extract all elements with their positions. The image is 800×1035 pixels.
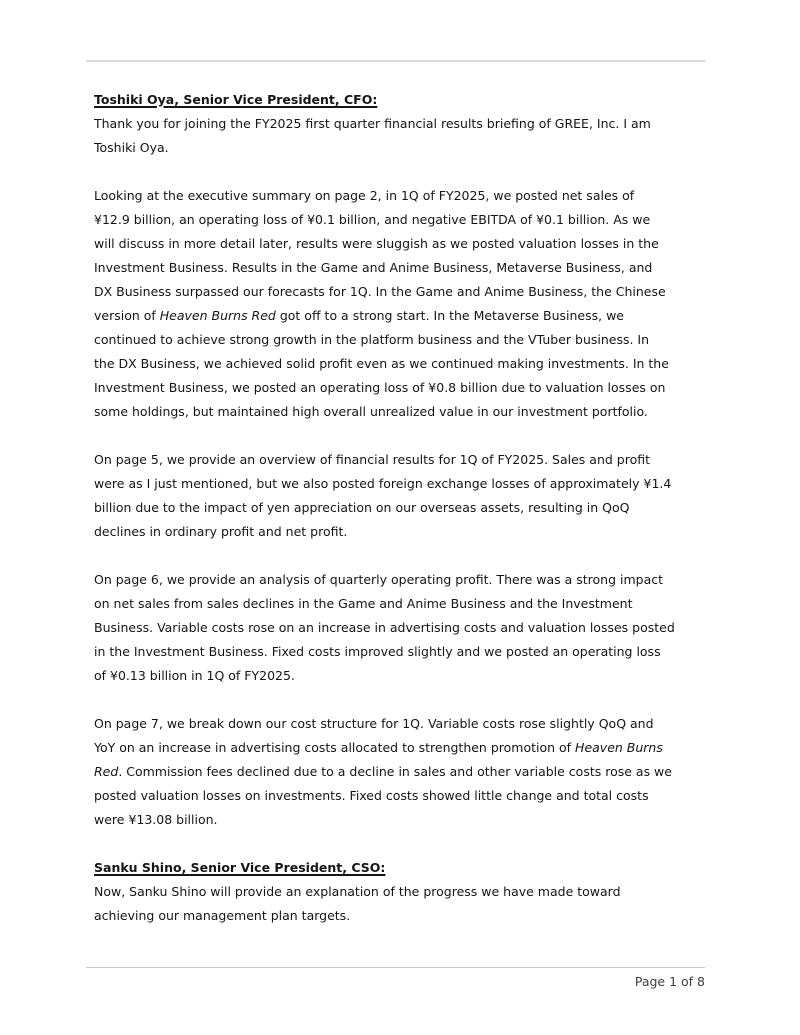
text-line	[94, 712, 705, 736]
text-run: got off to a strong start. In the Metaverse Business, we	[275, 308, 625, 323]
text-run: billion due to the impact of yen appreciation on our overseas assets, resulting in QoQ	[94, 500, 630, 515]
text-line	[94, 88, 705, 112]
text-line	[94, 736, 705, 760]
text-run: on net sales from sales declines in the Game and Anime Business and the Investment	[94, 596, 633, 611]
text-run: YoY on an increase in advertising costs allocated to strengthen promotion of	[94, 740, 576, 755]
text-run: version of	[94, 308, 160, 323]
text-line	[94, 328, 705, 352]
text-run: DX Business surpassed our forecasts for 1Q. In the Game and Anime Business, the Chinese	[94, 284, 666, 299]
text-run: some holdings, but maintained high overall unrealized value in our investment portfolio.	[94, 404, 648, 419]
text-line	[94, 352, 705, 376]
text-run: of ¥0.13 billion in 1Q of FY2025.	[94, 668, 295, 683]
text-line	[94, 280, 705, 304]
text-line	[94, 448, 705, 472]
text-line	[94, 472, 705, 496]
paragraph	[94, 112, 705, 160]
text-run: achieving our management plan targets.	[94, 908, 351, 923]
text-line	[94, 496, 705, 520]
document-body	[94, 88, 705, 952]
text-run: the DX Business, we achieved solid profit even as we continued making investments. In the	[94, 356, 669, 371]
italic-game-title: Red	[94, 764, 119, 779]
text-line	[94, 664, 705, 688]
paragraph	[94, 712, 705, 832]
text-run: Sanku Shino, Senior Vice President, CSO:	[94, 860, 386, 875]
text-line	[94, 400, 705, 424]
speaker-heading	[94, 856, 705, 880]
text-line	[94, 760, 705, 784]
speaker-heading	[94, 88, 705, 112]
text-line	[94, 112, 705, 136]
text-run: On page 5, we provide an overview of financial results for 1Q of FY2025. Sales and profit	[94, 452, 651, 467]
text-line	[94, 568, 705, 592]
text-line	[94, 208, 705, 232]
text-line	[94, 592, 705, 616]
text-run: Toshiki Oya.	[94, 140, 169, 155]
text-line	[94, 784, 705, 808]
text-run: declines in ordinary profit and net profit.	[94, 524, 348, 539]
page-number: Page 1 of 8	[634, 974, 705, 989]
italic-game-title: Heaven Burns	[575, 740, 663, 755]
text-run: posted valuation losses on investments. Fixed costs showed little change and total costs	[94, 788, 649, 803]
text-line	[94, 376, 705, 400]
text-line	[94, 808, 705, 832]
text-line	[94, 232, 705, 256]
text-line	[94, 304, 705, 328]
header-rule	[86, 60, 705, 62]
paragraph	[94, 880, 705, 928]
text-line	[94, 256, 705, 280]
text-run: . Commission fees declined due to a decline in sales and other variable costs rose as we	[118, 764, 672, 779]
text-run: were as I just mentioned, but we also posted foreign exchange losses of approximately ¥1.4	[94, 476, 672, 491]
text-run: will discuss in more detail later, results were sluggish as we posted valuation losses in the	[94, 236, 659, 251]
text-line	[94, 856, 705, 880]
text-line	[94, 904, 705, 928]
text-line	[94, 184, 705, 208]
italic-game-title: Heaven Burns Red	[159, 308, 276, 323]
text-run: Business. Variable costs rose on an increase in advertising costs and valuation losses posted	[94, 620, 675, 635]
text-run: were ¥13.08 billion.	[94, 812, 218, 827]
text-line	[94, 640, 705, 664]
text-run: continued to achieve strong growth in the platform business and the VTuber business. In	[94, 332, 650, 347]
text-run: in the Investment Business. Fixed costs improved slightly and we posted an operating loss	[94, 644, 661, 659]
text-run: Investment Business. Results in the Game and Anime Business, Metaverse Business, and	[94, 260, 653, 275]
text-line	[94, 520, 705, 544]
text-run: Investment Business, we posted an operating loss of ¥0.8 billion due to valuation losses on	[94, 380, 666, 395]
footer-rule	[86, 967, 705, 968]
text-line	[94, 880, 705, 904]
text-run: On page 6, we provide an analysis of quarterly operating profit. There was a strong impact	[94, 572, 664, 587]
text-run: Now, Sanku Shino will provide an explanation of the progress we have made toward	[94, 884, 621, 899]
paragraph	[94, 448, 705, 544]
text-run: ¥12.9 billion, an operating loss of ¥0.1 billion, and negative EBITDA of ¥0.1 billion. As we	[94, 212, 651, 227]
text-run: Thank you for joining the FY2025 first quarter financial results briefing of GREE, Inc. I am	[94, 116, 651, 131]
text-run: Toshiki Oya, Senior Vice President, CFO:	[94, 92, 378, 107]
paragraph	[94, 184, 705, 424]
text-line	[94, 616, 705, 640]
text-line	[94, 136, 705, 160]
text-run: On page 7, we break down our cost structure for 1Q. Variable costs rose slightly QoQ and	[94, 716, 654, 731]
paragraph	[94, 568, 705, 688]
text-run: Looking at the executive summary on page 2, in 1Q of FY2025, we posted net sales of	[94, 188, 635, 203]
